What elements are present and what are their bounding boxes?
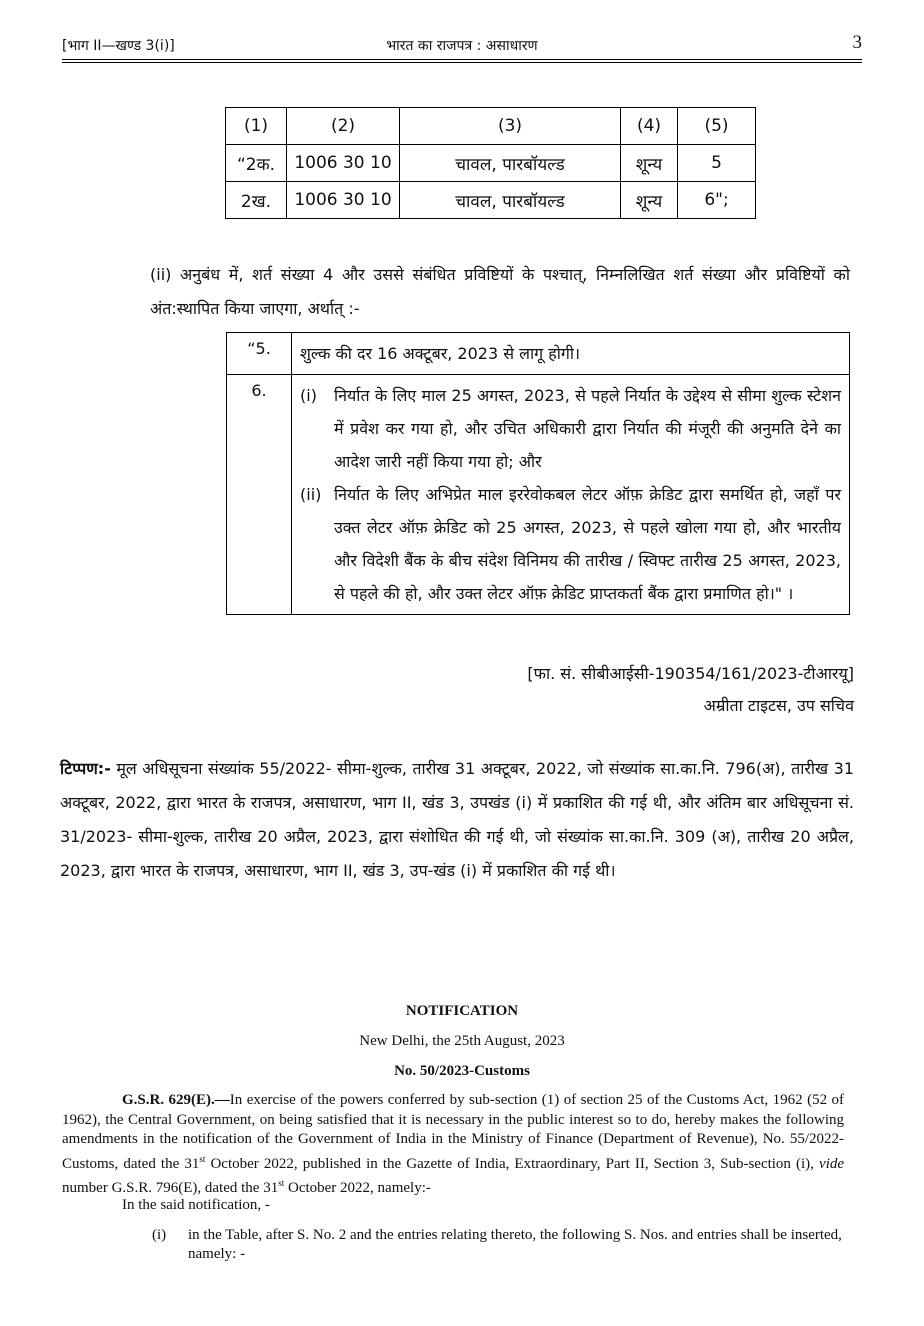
footnote xyxy=(60,752,854,888)
notification-title: NOTIFICATION xyxy=(405,1003,519,1019)
page-header xyxy=(62,34,862,56)
condition-number: “5. xyxy=(227,333,292,375)
sub-condition xyxy=(300,379,841,478)
body-text: number G.S.R. 796(E), dated the 31 xyxy=(62,1180,279,1196)
conditions-table xyxy=(226,332,850,615)
sub-condition-text: निर्यात के लिए माल 25 अगस्त, 2023, से पहले निर्यात के उद्देश्य से सीमा शुल्क स्टेशन में प्रवेश कर गया हो, और उचित अधिकारी द्वारा निर्यात की मंजूरी की अनुमति देने का आदेश जारी नहीं किया गया हो; और xyxy=(334,386,841,471)
table-header-cell: (3) xyxy=(400,108,621,145)
condition-number: 6. xyxy=(227,375,292,615)
list-item xyxy=(152,1226,844,1264)
amendment-para-ii: (ii) अनुबंध में, शर्त संख्या 4 और उससे संबंधित प्रविष्टियों के पश्चात्, निम्नलिखित शर्त संख्या और प्रविष्टियों को अंत:स्थापित किया जाएगा, अर्थात् :- xyxy=(150,265,850,318)
table-row xyxy=(226,182,756,219)
signatory: अम्रीता टाइटस, उप सचिव xyxy=(703,696,854,715)
place-date: New Delhi, the 25th August, 2023 xyxy=(359,1033,565,1049)
said-notification: In the said notification, - xyxy=(122,1197,270,1213)
superscript: st xyxy=(278,1178,285,1188)
page-number: 3 xyxy=(852,32,862,53)
list-item-text: in the Table, after S. No. 2 and the entries relating thereto, the following S. Nos. and entries shall be inserted, namely: - xyxy=(188,1227,842,1262)
table-cell: चावल, पारबॉयल्ड xyxy=(400,182,621,219)
table-header-cell: (2) xyxy=(287,108,400,145)
body-text: October 2022, namely:- xyxy=(284,1180,431,1196)
table-cell: शून्य xyxy=(621,145,678,182)
table-header-cell: (4) xyxy=(621,108,678,145)
footnote-text: मूल अधिसूचना संख्यांक 55/2022- सीमा-शुल्क, तारीख 31 अक्टूबर, 2022, जो संख्यांक सा.का.नि. 796(अ), तारीख 31 अक्टूबर, 2022, द्वारा भारत के राजपत्र, असाधारण, भाग II, खंड 3, उपखंड (i) में प्रकाशित की गई थी, और अंतिम बार अधिसूचना सं. 31/2023- सीमा-शुल्क, तारीख 20 अप्रैल, 2023, द्वारा संशोधित की गई थी, जो संख्यांक सा.का.नि. 309 (अ), तारीख 20 अप्रैल, 2023, द्वारा भारत के राजपत्र, असाधारण, भाग II, खंड 3, उप-खंड (i) में प्रकाशित की गई थी। xyxy=(60,759,854,880)
body-text: October 2022, published in the Gazette of India, Extraordinary, Part II, Section 3, Sub-section (i), xyxy=(205,1155,820,1172)
condition-text: शुल्क की दर 16 अक्टूबर, 2023 से लागू होगी। xyxy=(292,333,850,375)
table-cell: 1006 30 10 xyxy=(287,145,400,182)
table-cell: शून्य xyxy=(621,182,678,219)
superscript: st xyxy=(199,1153,206,1164)
vide-text: vide xyxy=(819,1155,845,1172)
gsr-label: G.S.R. 629(E).— xyxy=(122,1092,230,1108)
notification-number: No. 50/2023-Customs xyxy=(394,1063,530,1079)
table-cell: 1006 30 10 xyxy=(287,182,400,219)
header-part-section: [भाग II—खण्ड 3(i)] xyxy=(62,38,175,54)
table-header-cell: (1) xyxy=(226,108,287,145)
table-cell: 2ख. xyxy=(226,182,287,219)
file-number: [फा. सं. सीबीआईसी-190354/161/2023-टीआरयू] xyxy=(527,664,854,683)
table-row xyxy=(227,375,850,615)
header-gazette-title: भारत का राजपत्र : असाधारण xyxy=(386,38,538,54)
table-row xyxy=(227,333,850,375)
tariff-table xyxy=(225,107,756,219)
body-text: In exercise of the powers conferred by sub-section (1) of section 25 of the Customs Act, 1962 (52 of 1962), the Central Government, on being satisfied that it is necessary in the public interest so to do, hereby makes the following amendments in the notification of the Government of India in the Ministry of Finance (Department of Revenue), No. 55/2022-Customs, dated the 31 xyxy=(62,1092,844,1172)
footnote-label: टिप्पण:- xyxy=(60,759,111,778)
notification-body xyxy=(62,1091,844,1199)
table-cell: 6"; xyxy=(678,182,756,219)
sub-condition-label: (ii) xyxy=(300,485,322,504)
table-header-cell: (5) xyxy=(678,108,756,145)
header-rule-double xyxy=(62,62,862,63)
header-rule xyxy=(62,59,862,60)
sub-condition-text: निर्यात के लिए अभिप्रेत माल इररेवोकबल लेटर ऑफ़ क्रेडिट द्वारा समर्थित हो, जहाँ पर उक्त लेटर ऑफ़ क्रेडिट को 25 अगस्त, 2023, से पहले खोला गया हो, और भारतीय और विदेशी बैंक के बीच संदेश विनिमय की तारीख / स्विफ्ट तारीख 25 अगस्त, 2023, से पहले की हो, और उक्त लेटर ऑफ़ क्रेडिट प्राप्तकर्ता बैंक द्वारा प्रमाणित हो।" । xyxy=(334,485,841,603)
sub-condition-label: (i) xyxy=(300,386,317,405)
table-cell: “2क. xyxy=(226,145,287,182)
table-cell: 5 xyxy=(678,145,756,182)
table-header-row xyxy=(226,108,756,145)
table-row xyxy=(226,145,756,182)
condition-text xyxy=(292,375,850,615)
table-cell: चावल, पारबॉयल्ड xyxy=(400,145,621,182)
list-item-label: (i) xyxy=(152,1227,167,1243)
sub-condition xyxy=(300,478,841,610)
